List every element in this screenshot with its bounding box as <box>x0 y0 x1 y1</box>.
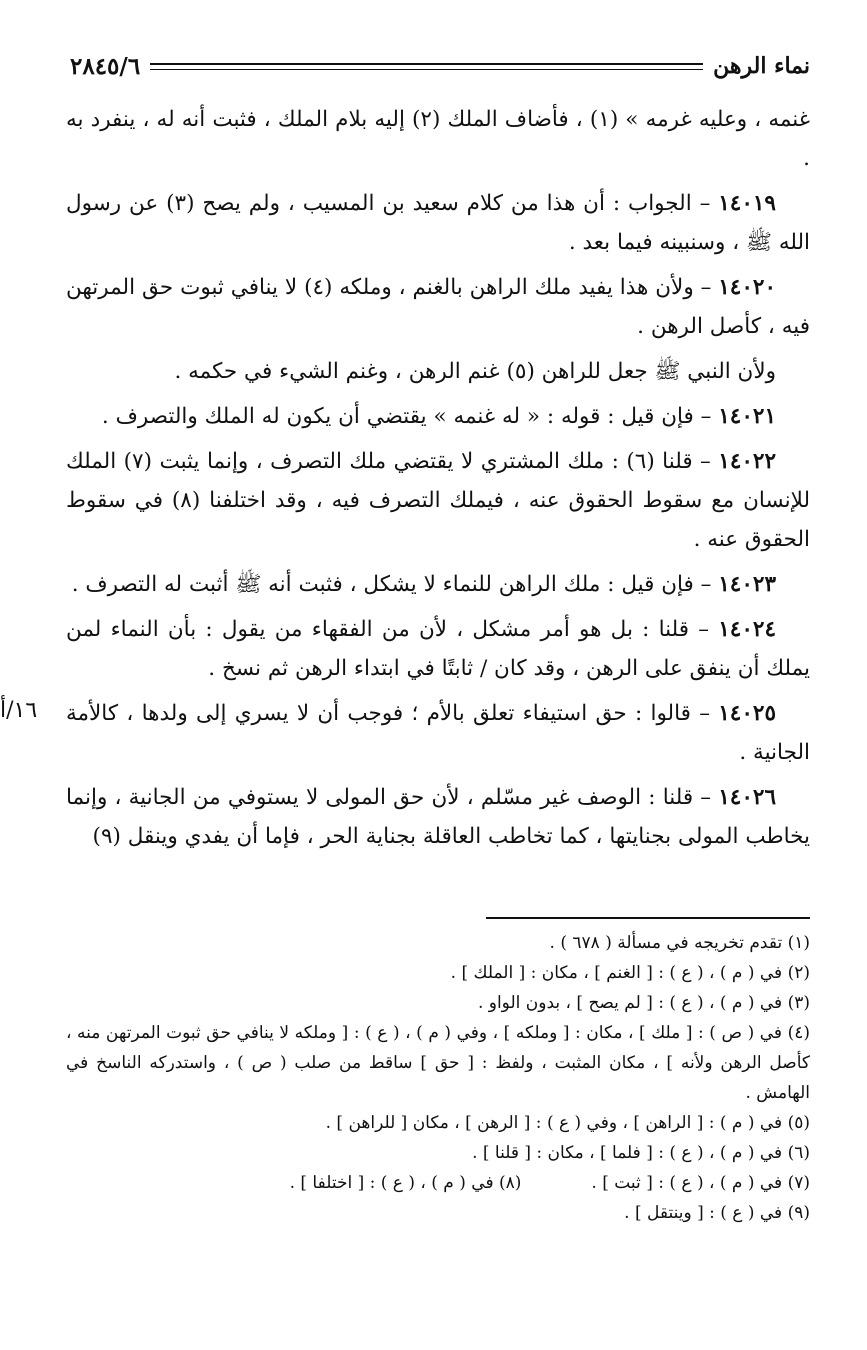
paragraph-text: – قلنا (٦) : ملك المشتري لا يقتضي ملك التصرف ، وإنما يثبت (٧) الملك للإنسان مع سقوط الحقوق عنه ، فيملك التصرف فيه ، وقد اختلفنا (٨) في سقوط الحقوق عنه . <box>66 449 810 552</box>
footnote: (٣) في ( م ) ، ( ع ) : [ لم يصح ] ، بدون الواو . <box>477 993 810 1013</box>
footnote: (٩) في ( ع ) : [ وينتقل ] . <box>624 1203 810 1223</box>
paragraph <box>66 565 810 604</box>
paragraph-text: – الجواب : أن هذا من كلام سعيد بن المسيب ، ولم يصح (٣) عن رسول الله ﷺ ، وسنبينه فيما بعد . <box>66 191 810 255</box>
paragraph-text: – ولأن هذا يفيد ملك الراهن بالغنم ، وملكه (٤) لا ينافي ثبوت حق المرتهن فيه ، كأصل الرهن . <box>66 275 810 339</box>
paragraph <box>66 100 810 178</box>
paragraph <box>66 352 810 391</box>
footnote: (٨) في ( م ) ، ( ع ) : [ اختلفا ] . <box>289 1173 522 1193</box>
running-title: نماء الرهن <box>713 53 810 79</box>
paragraph-text: – قلنا : الوصف غير مسّلم ، لأن حق المولى لا يستوفي من الجانية ، وإنما يخاطب المولى بجنايتها ، كما تخاطب العاقلة بجناية الحر ، فإما أن يفدي وينقل (٩) <box>66 785 810 849</box>
issue-number: ١٤٠١٩ <box>718 191 776 216</box>
paragraph <box>66 778 810 856</box>
margin-folio-note: ١٦/أ <box>0 698 38 723</box>
paragraph-text: – قلنا : بل هو أمر مشكل ، لأن من الفقهاء من يقول : بأن النماء لمن يملك أن ينفق على الرهن ، وقد كان / ثابتًا في ابتداء الرهن ثم نسخ . <box>66 617 810 681</box>
paragraph <box>66 184 810 262</box>
page-header <box>70 46 810 86</box>
footnotes <box>66 928 810 1228</box>
issue-number: ١٤٠٢٥ <box>718 701 776 726</box>
issue-number: ١٤٠٢٤ <box>718 617 776 642</box>
footnote: (٦) في ( م ) ، ( ع ) : [ فلما ] ، مكان : [ قلنا ] . <box>472 1143 810 1163</box>
issue-number: ١٤٠٢٠ <box>718 275 776 300</box>
footnote: (٤) في ( ص ) : [ ملك ] ، مكان : [ وملكه ] ، وفي ( م ) ، ( ع ) : [ وملكه لا ينافي حق ثبوت المرتهن منه ، كأصل الرهن ولأنه ] ، مكان المثبت ، ولفظ : [ حق ] ساقط من صلب ( ص ) ، واستدركه الناسخ في الهامش . <box>66 1023 810 1103</box>
paragraph <box>66 268 810 346</box>
issue-number: ١٤٠٢٣ <box>718 572 776 597</box>
footnote-row <box>66 1168 810 1198</box>
page-number: ٢٨٤٥/٦ <box>70 52 141 80</box>
paragraph-text: – قالوا : حق استيفاء تعلق بالأم ؛ فوجب أن لا يسري إلى ولدها ، كالأمة الجانية . <box>66 701 810 765</box>
footnote: (٢) في ( م ) ، ( ع ) : [ الغنم ] ، مكان : [ الملك ] . <box>450 963 810 983</box>
paragraph <box>66 694 810 772</box>
issue-number: ١٤٠٢٢ <box>718 449 777 474</box>
issue-number: ١٤٠٢٦ <box>718 785 776 810</box>
paragraph <box>66 610 810 688</box>
paragraph-text: – فإن قيل : قوله : « له غنمه » يقتضي أن يكون له الملك والتصرف . <box>101 404 719 429</box>
footnote-separator <box>486 917 810 919</box>
main-text <box>66 100 810 862</box>
footnote: (٧) في ( م ) ، ( ع ) : [ ثبت ] . <box>591 1173 810 1193</box>
paragraph-text: غنمه ، وعليه غرمه » (١) ، فأضاف الملك (٢) إليه بلام الملك ، فثبت أنه له ، ينفرد به . <box>66 107 811 171</box>
paragraph-text: – فإن قيل : ملك الراهن للنماء لا يشكل ، فثبت أنه ﷺ أثبت له التصرف . <box>71 572 719 597</box>
footnote: (١) تقدم تخريجه في مسألة ( ٦٧٨ ) . <box>549 933 810 953</box>
paragraph-text: ولأن النبي ﷺ جعل للراهن (٥) غنم الرهن ، وغنم الشيء في حكمه . <box>174 359 776 384</box>
paragraph <box>66 397 810 436</box>
paragraph <box>66 442 810 559</box>
header-rule <box>150 63 703 70</box>
footnote: (٥) في ( م ) : [ الراهن ] ، وفي ( ع ) : [ الرهن ] ، مكان [ للراهن ] . <box>325 1113 810 1133</box>
issue-number: ١٤٠٢١ <box>718 404 776 429</box>
